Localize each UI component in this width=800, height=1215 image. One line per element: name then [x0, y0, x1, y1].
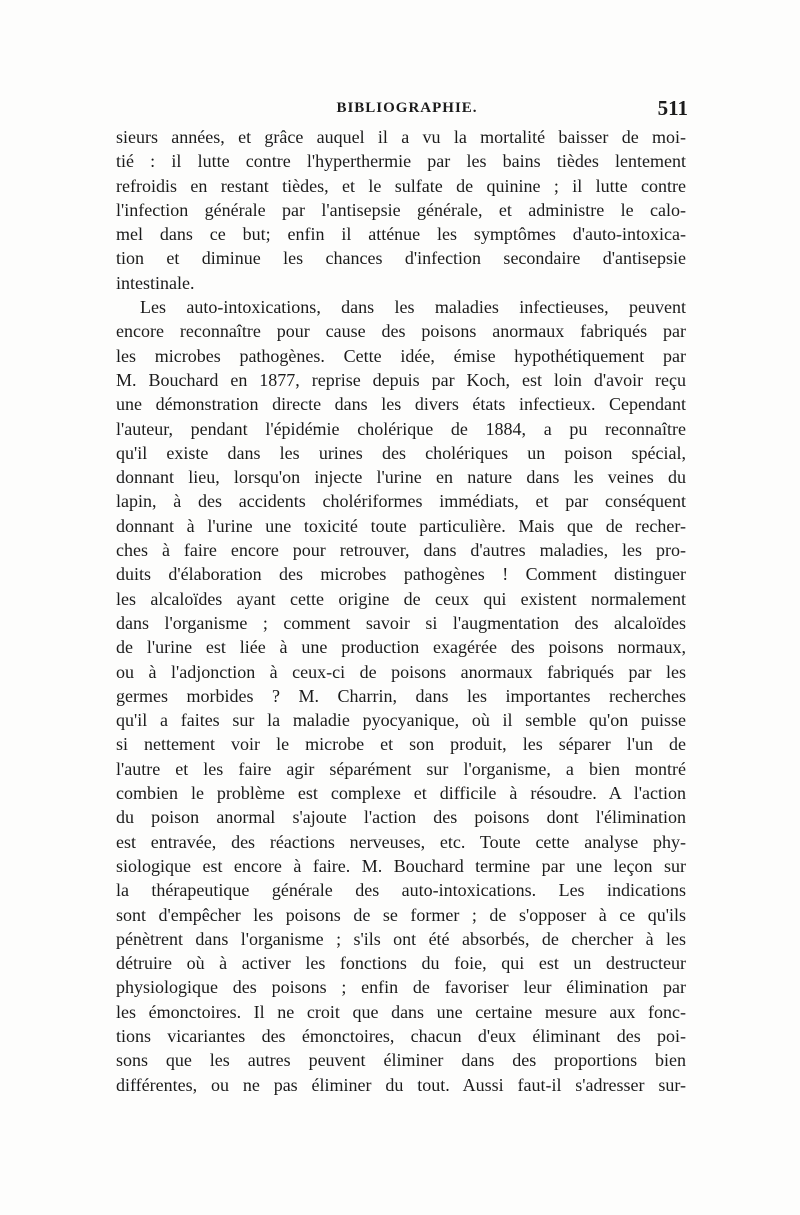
text-line: sieurs années, et grâce auquel il a vu la mortalité baisser de moi- — [116, 127, 686, 147]
text-line: ches à faire encore pour retrouver, dans d'autres maladies, les pro- — [116, 540, 686, 561]
text-line: tion et diminue les chances d'infection secondaire d'antisepsie — [116, 248, 686, 269]
text-line: encore reconnaître pour cause des poisons anormaux fabriqués par — [116, 321, 686, 342]
text-line: qu'il a faites sur la maladie pyocyanique, où il semble qu'on puisse — [116, 710, 686, 731]
text-line: sons que les autres peuvent éliminer dans des proportions bien — [116, 1050, 686, 1071]
text-line: l'infection générale par l'antisepsie générale, et administre le calo- — [116, 199, 686, 220]
text-line: mel dans ce but; enfin il atténue les symptômes d'auto-intoxica- — [116, 224, 686, 245]
text-line: qu'il existe dans les urines des cholériques un poison spécial, — [116, 442, 686, 463]
text-line: la thérapeutique générale des auto-intoxications. Les indications — [116, 880, 686, 901]
text-line: l'autre et les faire agir séparément sur l'organisme, a bien montré — [116, 758, 686, 779]
text-line: de l'urine est liée à une production exagérée des poisons normaux, — [116, 637, 686, 658]
text-line: dans l'organisme ; comment savoir si l'augmentation des alcaloïdes — [116, 612, 686, 633]
text-line: l'auteur, pendant l'épidémie cholérique de 1884, a pu reconnaître — [116, 418, 686, 439]
text-line: combien le problème est complexe et difficile à résoudre. A l'action — [116, 783, 686, 804]
text-line: si nettement voir le microbe et son produit, les séparer l'un de — [116, 734, 686, 755]
text-line: tions vicariantes des émonctoires, chacun d'eux éliminant des poi- — [116, 1025, 686, 1046]
text-line: une démonstration directe dans les divers états infectieux. Cependant — [116, 394, 686, 415]
text-line: intestinale. — [116, 272, 195, 293]
text-line: les alcaloïdes ayant cette origine de ceux qui existent normalement — [116, 588, 686, 609]
text-line: du poison anormal s'ajoute l'action des poisons dont l'élimination — [116, 807, 686, 828]
text-line: pénètrent dans l'organisme ; s'ils ont été absorbés, de chercher à les — [116, 928, 686, 949]
text-line: physiologique des poisons ; enfin de favoriser leur élimination par — [116, 977, 686, 998]
text-line: les microbes pathogènes. Cette idée, émise hypothétiquement par — [116, 345, 686, 366]
text-line: refroidis en restant tièdes, et le sulfate de quinine ; il lutte contre — [116, 175, 686, 196]
text-line: détruire où à activer les fonctions du foie, qui est un destructeur — [116, 953, 686, 974]
text-line: germes morbides ? M. Charrin, dans les importantes recherches — [116, 685, 686, 706]
page-number: 511 — [657, 96, 688, 120]
running-title: BIBLIOGRAPHIE. — [336, 100, 478, 116]
text-line: différentes, ou ne pas éliminer du tout. Aussi faut-il s'adresser sur- — [116, 1074, 686, 1095]
text-line: est entravée, des réactions nerveuses, etc. Toute cette analyse phy- — [116, 831, 686, 852]
text-line: tié : il lutte contre l'hyperthermie par les bains tièdes lentement — [116, 151, 686, 172]
text-line: donnant à l'urine une toxicité toute particulière. Mais que de recher- — [116, 515, 686, 536]
text-line: M. Bouchard en 1877, reprise depuis par Koch, est loin d'avoir reçu — [116, 369, 686, 390]
text-line: ou à l'adjonction à ceux-ci de poisons anormaux fabriqués par les — [116, 661, 686, 682]
running-head — [116, 96, 686, 126]
text-line: lapin, à des accidents cholériformes immédiats, et par conséquent — [116, 491, 686, 512]
text-line: duits d'élaboration des microbes pathogènes ! Comment distinguer — [116, 564, 686, 585]
text-line: les émonctoires. Il ne croit que dans une certaine mesure aux fonc- — [116, 1001, 686, 1022]
text-line: donnant lieu, lorsqu'on injecte l'urine en nature dans les veines du — [116, 467, 686, 488]
text-line: siologique est encore à faire. M. Bouchard termine par une leçon sur — [116, 855, 686, 876]
paragraph-start-line: Les auto-intoxications, dans les maladies infectieuses, peuvent — [140, 297, 686, 318]
body-text — [116, 125, 686, 1097]
text-line: sont d'empêcher les poisons de se former ; de s'opposer à ce qu'ils — [116, 904, 686, 925]
